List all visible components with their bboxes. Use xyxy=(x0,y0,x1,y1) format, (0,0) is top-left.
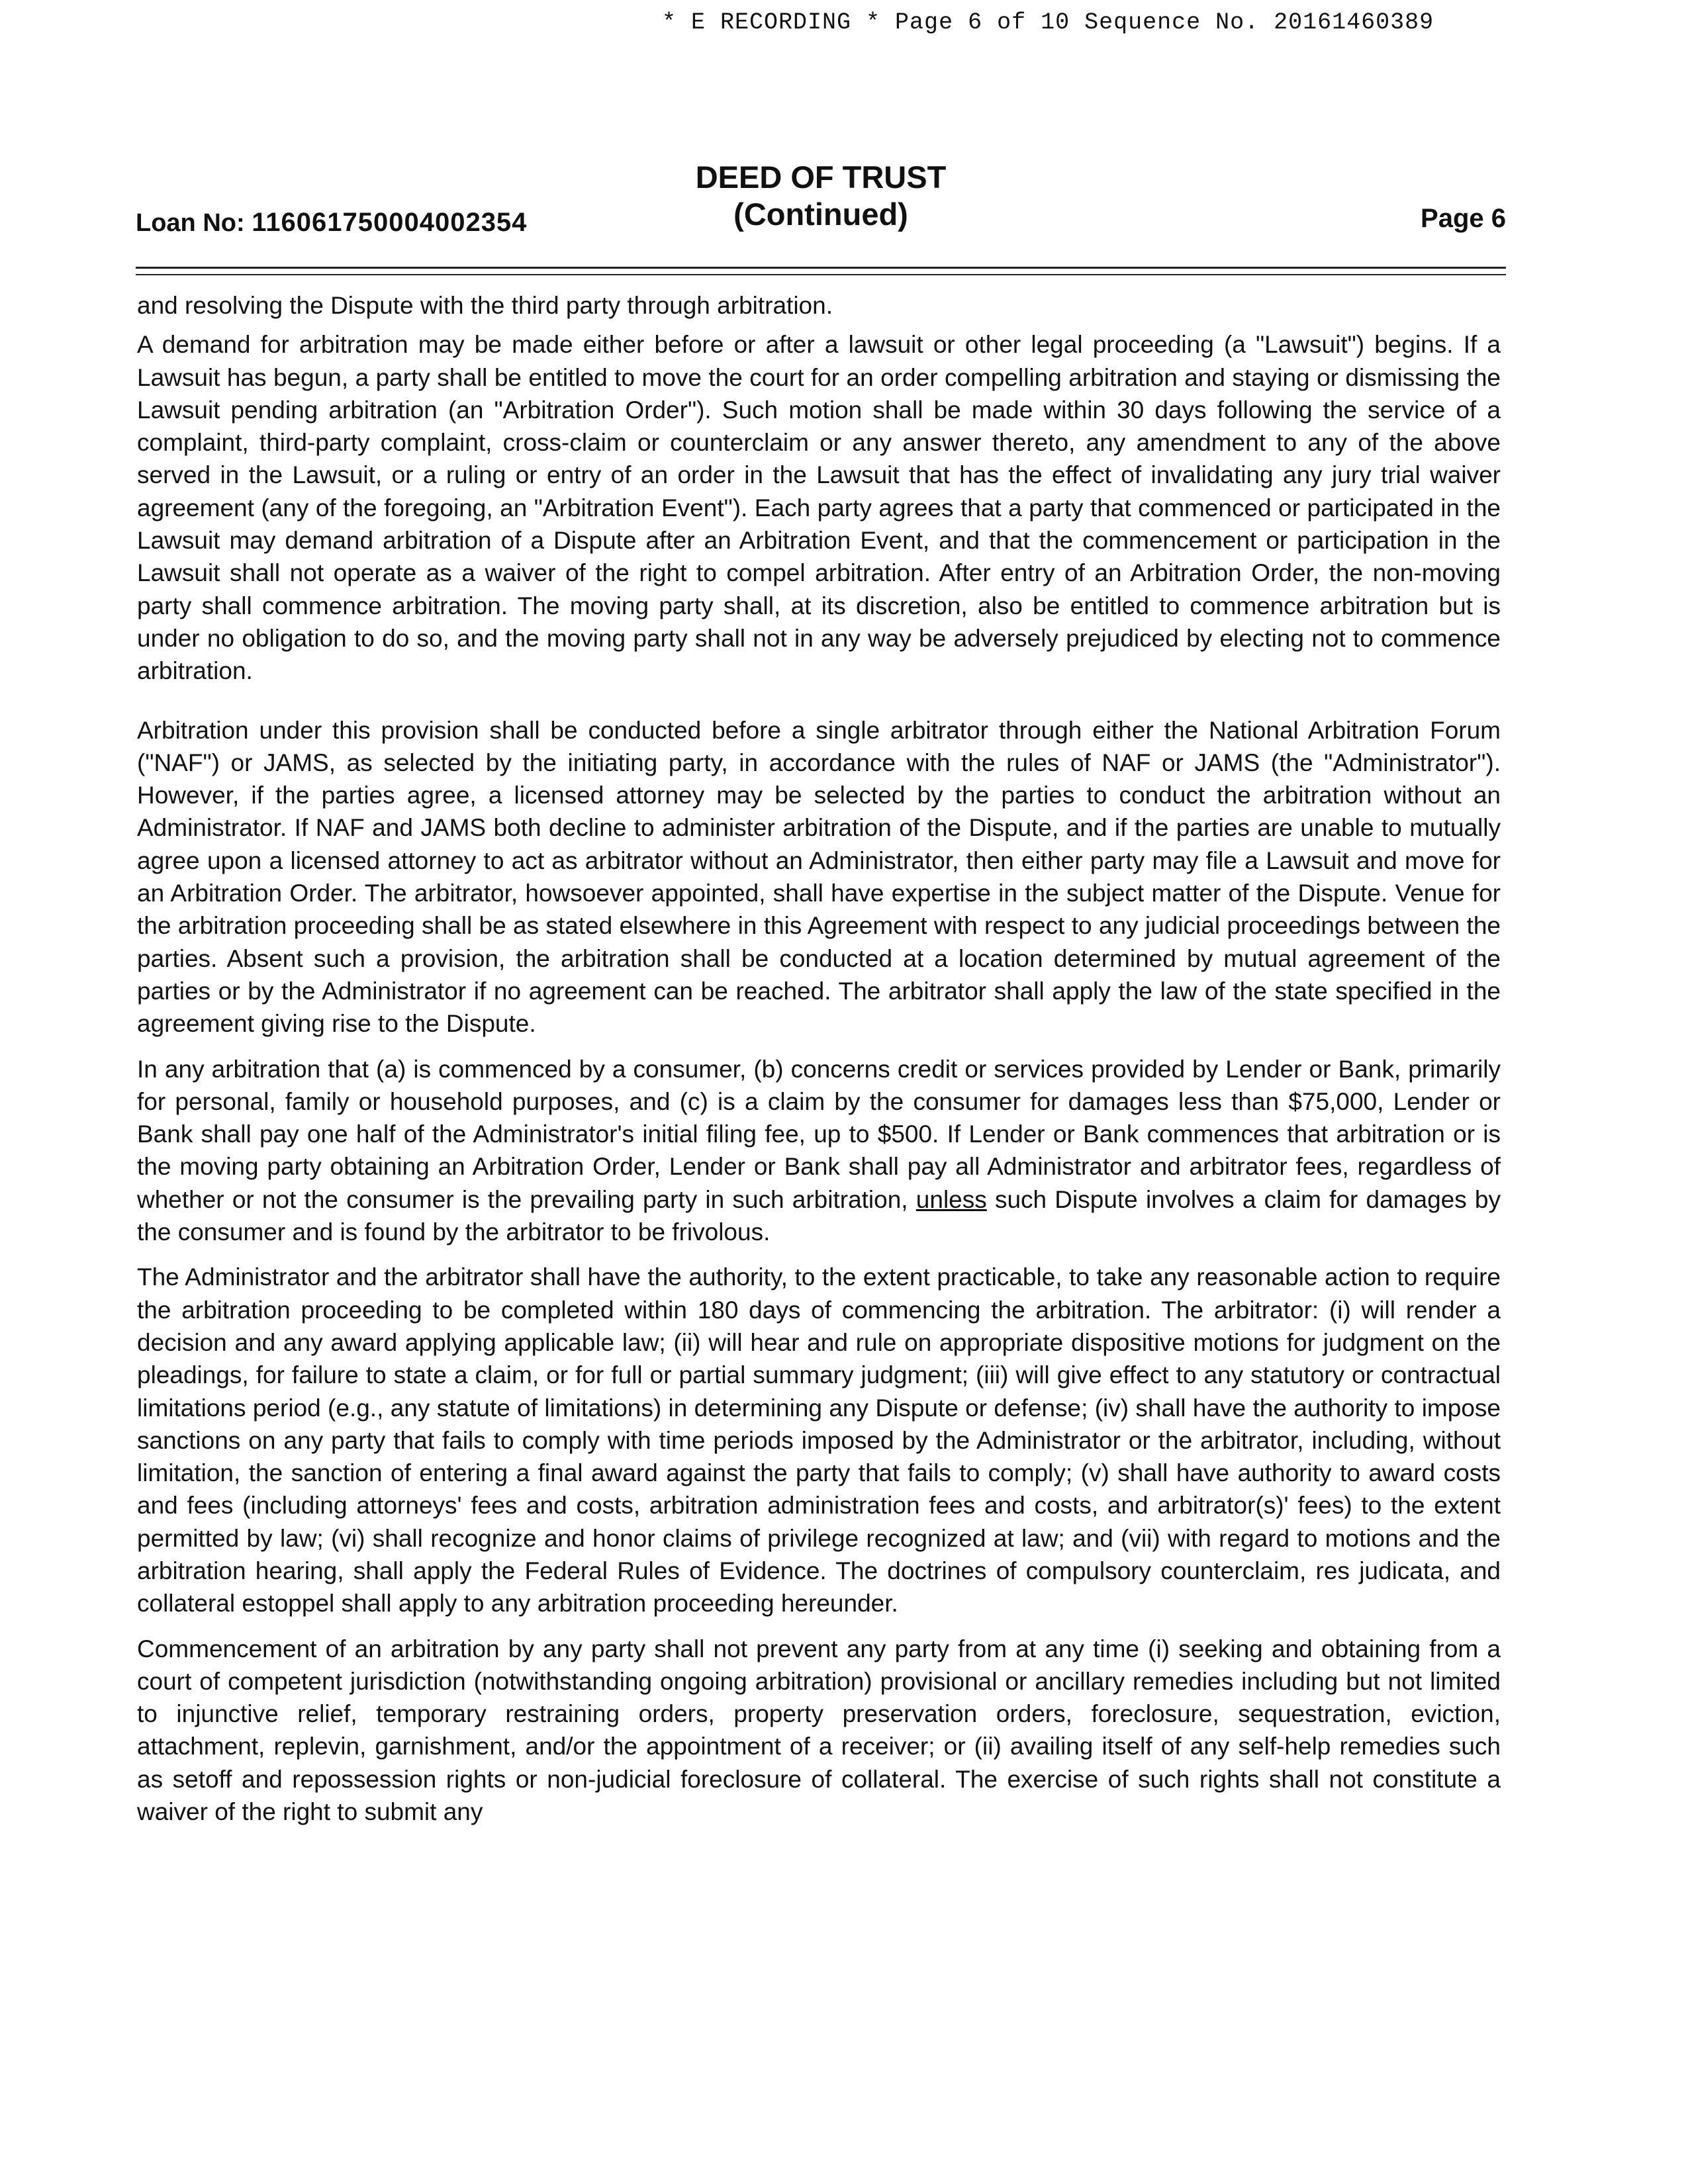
fees-text-before: In any arbitration that (a) is commenced by a consumer, (b) concerns credit or services provided by Lender or Bank, primarily for personal, family or household purposes, and (c) is a claim by the consumer for damages less than $75,000, Lender or Bank shall pay one half of the Administrator's initial filing fee, up to $500. If Lender or Bank commences that arbitration or is the moving party obtaining an Arbitration Order, Lender or Bank shall pay all Administrator and arbitrator fees, regardless of whether or not the consumer is the prevailing party in such arbitration, xyxy=(137,1055,1501,1213)
document-body xyxy=(137,289,1501,1841)
page-number: Page 6 xyxy=(1421,204,1506,233)
paragraph-arbitration-demand: A demand for arbitration may be made either before or after a lawsuit or other legal proceeding (a "Lawsuit") begins. If a Lawsuit has begun, a party shall be entitled to move the court for an order compelling arbitration and staying or dismissing the Lawsuit pending arbitration (an "Arbitration Order"). Such motion shall be made within 30 days following the service of a complaint, third-party complaint, cross-claim or counterclaim or any answer thereto, any amendment to any of the above served in the Lawsuit, or a ruling or entry of an order in the Lawsuit that has the effect of invalidating any jury trial waiver agreement (any of the foregoing, an "Arbitration Event"). Each party agrees that a party that commenced or participated in the Lawsuit may demand arbitration of a Dispute after an Arbitration Event, and that the commencement or participation in the Lawsuit shall not operate as a waiver of the right to compel arbitration. After entry of an Arbitration Order, the non-moving party shall commence arbitration. The moving party shall, at its discretion, also be entitled to commence arbitration but is under no obligation to do so, and the moving party shall not in any way be adversely prejudiced by electing not to commence arbitration. xyxy=(137,331,1501,685)
document-subtitle: (Continued) xyxy=(733,197,908,232)
paragraph-arbitration-fees xyxy=(137,1053,1501,1249)
recording-stamp: * E RECORDING * Page 6 of 10 Sequence No. 20161460389 xyxy=(662,9,1434,36)
paragraph-continuation: and resolving the Dispute with the third party through arbitration. xyxy=(137,292,833,319)
loan-label: Loan No: xyxy=(136,209,245,237)
document-header xyxy=(136,159,1506,245)
loan-number-line xyxy=(136,208,527,238)
document-title: DEED OF TRUST xyxy=(695,159,947,195)
paragraph-arbitrator-authority: The Administrator and the arbitrator shall have the authority, to the extent practicable, to take any reasonable action to require the arbitration proceeding to be completed within 180 days of commencing the arbitration. The arbitrator: (i) will render a decision and any award applying applicable law; (ii) will hear and rule on appropriate dispositive motions for judgment on the pleadings, for failure to state a claim, or for full or partial summary judgment; (iii) will give effect to any statutory or contractual limitations period (e.g., any statute of limitations) in determining any Dispute or defense; (iv) shall have the authority to impose sanctions on any party that fails to comply with time periods imposed by the Administrator or the arbitrator, including, without limitation, the sanction of entering a final award against the party that fails to comply; (v) shall have authority to award costs and fees (including attorneys' fees and costs, arbitration administration fees and costs, and arbitrator(s)' fees) to the extent permitted by law; (vi) shall recognize and honor claims of privilege recognized at law; and (vii) with regard to motions and the arbitration hearing, shall apply the Federal Rules of Evidence. The doctrines of compulsory counterclaim, res judicata, and collateral estoppel shall apply to any arbitration proceeding hereunder. xyxy=(137,1263,1501,1617)
fees-text-after: such Dispute involves a claim for damages by the consumer and is found by the arbitrator to be frivolous. xyxy=(137,1185,1501,1246)
header-divider-top xyxy=(136,267,1506,269)
loan-number: 116061750004002354 xyxy=(252,208,528,237)
header-divider-bottom xyxy=(136,274,1506,275)
paragraph-arbitration-administrator: Arbitration under this provision shall be conducted before a single arbitrator through either the National Arbitration Forum ("NAF") or JAMS, as selected by the initiating party, in accordance with the rules of NAF or JAMS (the "Administrator"). However, if the parties agree, a licensed attorney may be selected by the parties to conduct the arbitration without an Administrator. If NAF and JAMS both decline to administer arbitration of the Dispute, and if the parties are unable to mutually agree upon a licensed attorney to act as arbitrator without an Administrator, then either party may file a Lawsuit and move for an Arbitration Order. The arbitrator, howsoever appointed, shall have expertise in the subject matter of the Dispute. Venue for the arbitration proceeding shall be as stated elsewhere in this Agreement with respect to any judicial proceedings between the parties. Absent such a provision, the arbitration shall be conducted at a location determined by mutual agreement of the parties or by the Administrator if no agreement can be reached. The arbitrator shall apply the law of the state specified in the agreement giving rise to the Dispute. xyxy=(137,716,1501,1038)
paragraph-provisional-remedies: Commencement of an arbitration by any party shall not prevent any party from at any time (i) seeking and obtaining from a court of competent jurisdiction (notwithstanding ongoing arbitration) provisional or ancillary remedies including but not limited to injunctive relief, temporary restraining orders, property preservation orders, foreclosure, sequestration, eviction, attachment, replevin, garnishment, and/or the appointment of a receiver; or (ii) availing itself of any self-help remedies such as setoff and repossession rights or non-judicial foreclosure of collateral. The exercise of such rights shall not constitute a waiver of the right to submit any xyxy=(137,1635,1501,1826)
fees-text-underlined: unless xyxy=(915,1185,987,1213)
